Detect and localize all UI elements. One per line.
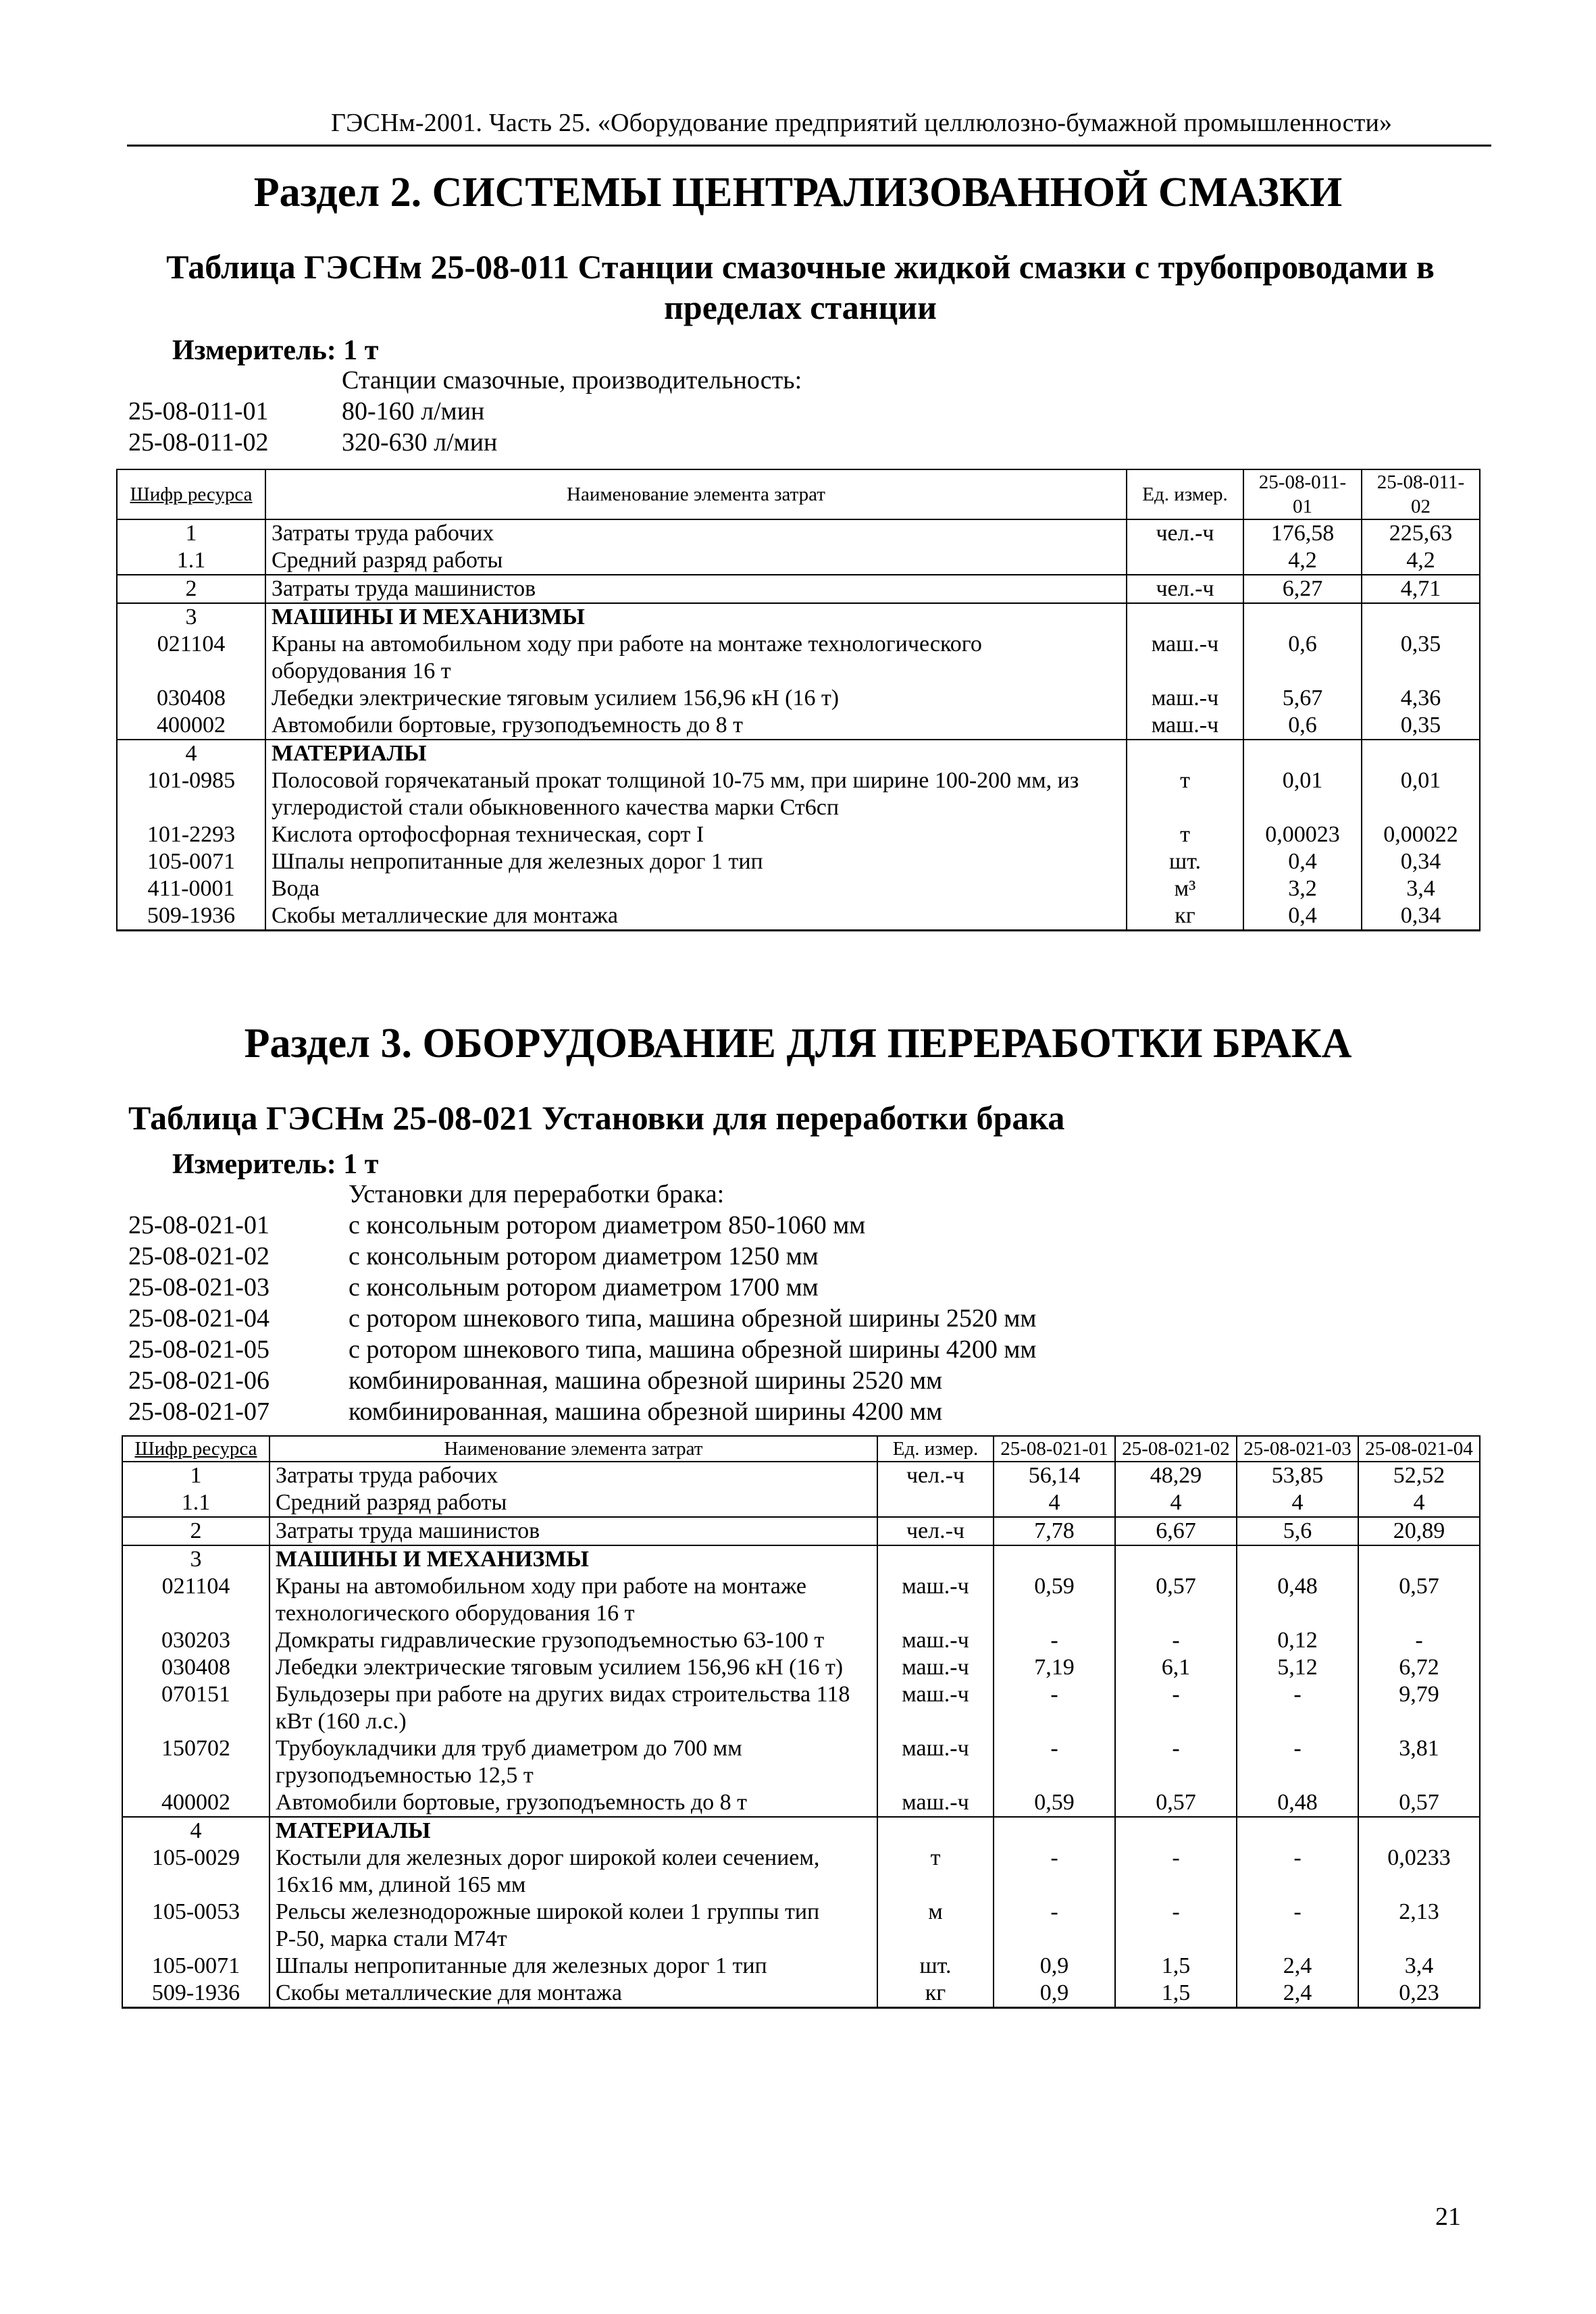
value-cell-1: 4 xyxy=(994,1489,1115,1517)
header-rule xyxy=(127,145,1491,147)
unit-cell xyxy=(877,1489,994,1517)
meter-label: Измеритель: 1 т xyxy=(172,1149,379,1180)
code-cell: 1.1 xyxy=(117,547,265,575)
name-cell: Трубоукладчики для труб диаметром до 700 мм грузоподъемностью 12,5 т xyxy=(269,1735,877,1789)
table-row xyxy=(122,1980,1480,2008)
unit-cell: м xyxy=(877,1899,994,1953)
value-cell-3 xyxy=(1237,1545,1358,1573)
value-cell-1: - xyxy=(994,1735,1115,1789)
unit-cell: т xyxy=(1127,767,1243,821)
list-item: 25-08-021-01 с консольным ротором диаметром 850-1060 мм xyxy=(128,1211,866,1239)
value-cell-4: 3,4 xyxy=(1358,1953,1480,1980)
name-cell: Рельсы железнодорожные широкой колеи 1 группы тип Р-50, марка стали М74т xyxy=(269,1899,877,1953)
value-cell-2: 0,57 xyxy=(1115,1573,1237,1627)
value-cell-1: 0,6 xyxy=(1243,712,1362,740)
value-cell-1: - xyxy=(994,1899,1115,1953)
unit-cell: кг xyxy=(877,1980,994,2008)
unit-cell xyxy=(877,1545,994,1573)
unit-cell xyxy=(877,1817,994,1845)
value-cell-2: - xyxy=(1115,1681,1237,1735)
code-cell: 105-0071 xyxy=(122,1953,269,1980)
intro-text: Установки для переработки брака: xyxy=(349,1180,725,1208)
value-cell-4: 0,23 xyxy=(1358,1980,1480,2008)
table-row xyxy=(122,1545,1480,1573)
col-header-c4: 25-08-021-04 xyxy=(1358,1436,1480,1462)
value-cell-4 xyxy=(1358,1545,1480,1573)
section3-items xyxy=(128,1179,1036,1427)
unit-cell: маш.-ч xyxy=(1127,631,1243,685)
name-cell: Затраты труда машинистов xyxy=(265,575,1127,603)
value-cell-1 xyxy=(994,1817,1115,1845)
name-cell: Автомобили бортовые, грузоподъемность до 8 т xyxy=(269,1789,877,1817)
code-cell: 400002 xyxy=(117,712,265,740)
section2-items xyxy=(128,365,802,458)
section-2-title: Раздел 2. СИСТЕМЫ ЦЕНТРАЛИЗОВАННОЙ СМАЗКИ xyxy=(253,170,1343,215)
code-cell: 101-0985 xyxy=(117,767,265,821)
value-cell-2: 0,34 xyxy=(1362,902,1480,931)
name-cell: Полосовой горячекатаный прокат толщиной 10-75 мм, при ширине 100-200 мм, из углеродистой стали обыкновенного качества марки Ст6сп xyxy=(265,767,1127,821)
code-cell: 509-1936 xyxy=(117,902,265,931)
unit-cell: маш.-ч xyxy=(877,1735,994,1789)
name-cell: МАШИНЫ И МЕХАНИЗМЫ xyxy=(265,603,1127,631)
value-cell-4: 20,89 xyxy=(1358,1517,1480,1545)
code-cell: 2 xyxy=(117,575,265,603)
table-row xyxy=(117,575,1480,603)
table-25-08-011-title xyxy=(128,247,1472,328)
value-cell-1: 4,2 xyxy=(1243,547,1362,575)
table-row xyxy=(117,848,1480,875)
value-cell-3: - xyxy=(1237,1681,1358,1735)
list-item: 25-08-021-04 с ротором шнекового типа, машина обрезной ширины 2520 мм xyxy=(128,1304,1037,1333)
code-cell: 2 xyxy=(122,1517,269,1545)
name-cell: Костыли для железных дорог широкой колеи сечением, 16х16 мм, длиной 165 мм xyxy=(269,1845,877,1899)
code-cell: 4 xyxy=(117,740,265,767)
value-cell-1: 0,4 xyxy=(1243,848,1362,875)
value-cell-2: 4,36 xyxy=(1362,685,1480,712)
value-cell-3: 0,48 xyxy=(1237,1789,1358,1817)
name-cell: Затраты труда машинистов xyxy=(269,1517,877,1545)
value-cell-2 xyxy=(1115,1817,1237,1845)
value-cell-2: 6,67 xyxy=(1115,1517,1237,1545)
value-cell-2: - xyxy=(1115,1735,1237,1789)
code-cell: 105-0071 xyxy=(117,848,265,875)
value-cell-1: 0,59 xyxy=(994,1573,1115,1627)
name-cell: Скобы металлические для монтажа xyxy=(269,1980,877,2008)
table-row xyxy=(122,1953,1480,1980)
value-cell-1: 0,00023 xyxy=(1243,821,1362,848)
value-cell-1: 0,01 xyxy=(1243,767,1362,821)
name-cell: Лебедки электрические тяговым усилием 156,96 кН (16 т) xyxy=(265,685,1127,712)
name-cell: Шпалы непропитанные для железных дорог 1 тип xyxy=(269,1953,877,1980)
unit-cell xyxy=(1127,603,1243,631)
col-header-unit: Ед. измер. xyxy=(1127,469,1243,519)
table-row xyxy=(122,1462,1480,1489)
table-row xyxy=(122,1489,1480,1517)
value-cell-2: 1,5 xyxy=(1115,1980,1237,2008)
value-cell-2: 6,1 xyxy=(1115,1654,1237,1681)
code-cell: 021104 xyxy=(117,631,265,685)
code-cell: 101-2293 xyxy=(117,821,265,848)
table-row xyxy=(117,875,1480,902)
code-cell: 1.1 xyxy=(122,1489,269,1517)
value-cell-4: 4 xyxy=(1358,1489,1480,1517)
unit-cell: чел.-ч xyxy=(877,1517,994,1545)
name-cell: Скобы металлические для монтажа xyxy=(265,902,1127,931)
value-cell-1: 7,19 xyxy=(994,1654,1115,1681)
value-cell-2: 0,00022 xyxy=(1362,821,1480,848)
list-item: 25-08-021-05 с ротором шнекового типа, машина обрезной ширины 4200 мм xyxy=(128,1335,1037,1364)
value-cell-1: - xyxy=(994,1845,1115,1899)
code-cell: 030203 xyxy=(122,1627,269,1654)
unit-cell: маш.-ч xyxy=(1127,712,1243,740)
unit-cell: шт. xyxy=(1127,848,1243,875)
table-row xyxy=(117,603,1480,631)
value-cell-1: 3,2 xyxy=(1243,875,1362,902)
value-cell-1 xyxy=(1243,603,1362,631)
value-cell-3 xyxy=(1237,1817,1358,1845)
value-cell-2: 0,01 xyxy=(1362,767,1480,821)
unit-cell: м³ xyxy=(1127,875,1243,902)
value-cell-1: - xyxy=(994,1681,1115,1735)
name-cell: МАТЕРИАЛЫ xyxy=(265,740,1127,767)
code-cell: 411-0001 xyxy=(117,875,265,902)
table-25-08-021-title: Таблица ГЭСНм 25-08-021 Установки для переработки брака xyxy=(128,1099,1065,1137)
unit-cell: маш.-ч xyxy=(877,1681,994,1735)
list-item: 25-08-021-03 с консольным ротором диаметром 1700 мм xyxy=(128,1273,819,1302)
col-header-name: Наименование элемента затрат xyxy=(265,469,1127,519)
value-cell-3: 5,12 xyxy=(1237,1654,1358,1681)
value-cell-3: 5,6 xyxy=(1237,1517,1358,1545)
name-cell: Шпалы непропитанные для железных дорог 1 тип xyxy=(265,848,1127,875)
value-cell-4: 0,57 xyxy=(1358,1573,1480,1627)
table-title-line2: пределах станции xyxy=(664,288,937,326)
value-cell-1: 7,78 xyxy=(994,1517,1115,1545)
value-cell-2: 0,35 xyxy=(1362,712,1480,740)
list-item: 25-08-021-02 с консольным ротором диаметром 1250 мм xyxy=(128,1242,819,1270)
code-cell: 150702 xyxy=(122,1735,269,1789)
table-row xyxy=(117,547,1480,575)
table-row xyxy=(122,1681,1480,1735)
value-cell-2: 1,5 xyxy=(1115,1953,1237,1980)
code-cell: 105-0053 xyxy=(122,1899,269,1953)
unit-cell: чел.-ч xyxy=(877,1462,994,1489)
unit-cell xyxy=(1127,547,1243,575)
unit-cell: чел.-ч xyxy=(1127,575,1243,603)
value-cell-1: - xyxy=(994,1627,1115,1654)
value-cell-2: 0,57 xyxy=(1115,1789,1237,1817)
value-cell-1: 56,14 xyxy=(994,1462,1115,1489)
table-row xyxy=(122,1789,1480,1817)
unit-cell: маш.-ч xyxy=(877,1654,994,1681)
value-cell-2 xyxy=(1362,740,1480,767)
col-header-c2: 25-08-011-02 xyxy=(1362,469,1480,519)
code-cell: 4 xyxy=(122,1817,269,1845)
section-3-title: Раздел 3. ОБОРУДОВАНИЕ ДЛЯ ПЕРЕРАБОТКИ БРАКА xyxy=(244,1021,1352,1066)
value-cell-2: - xyxy=(1115,1899,1237,1953)
value-cell-4: 52,52 xyxy=(1358,1462,1480,1489)
col-header-code: Шифр ресурса xyxy=(117,469,265,519)
value-cell-1: 0,4 xyxy=(1243,902,1362,931)
col-header-unit: Ед. измер. xyxy=(877,1436,994,1462)
table-title-line1: Таблица ГЭСНм 25-08-011 Станции смазочные жидкой смазки с трубопроводами в xyxy=(166,248,1435,286)
value-cell-1 xyxy=(1243,740,1362,767)
col-header-name: Наименование элемента затрат xyxy=(269,1436,877,1462)
list-item: 25-08-021-06 комбинированная, машина обрезной ширины 2520 мм xyxy=(128,1366,943,1395)
code-cell: 105-0029 xyxy=(122,1845,269,1899)
code-cell: 021104 xyxy=(122,1573,269,1627)
name-cell: Краны на автомобильном ходу при работе на монтаже технологического оборудования 16 т xyxy=(269,1573,877,1627)
value-cell-4: 0,0233 xyxy=(1358,1845,1480,1899)
name-cell: Домкраты гидравлические грузоподъемностью 63-100 т xyxy=(269,1627,877,1654)
value-cell-1: 176,58 xyxy=(1243,519,1362,547)
list-item: 25-08-021-07 комбинированная, машина обрезной ширины 4200 мм xyxy=(128,1397,943,1426)
table-row xyxy=(117,902,1480,931)
unit-cell: т xyxy=(877,1845,994,1899)
value-cell-4: 2,13 xyxy=(1358,1899,1480,1953)
table-row xyxy=(122,1627,1480,1654)
name-cell: Краны на автомобильном ходу при работе на монтаже технологического оборудования 16 т xyxy=(265,631,1127,685)
table-row xyxy=(117,821,1480,848)
table-row xyxy=(117,631,1480,685)
col-header-c3: 25-08-021-03 xyxy=(1237,1436,1358,1462)
value-cell-2: 4 xyxy=(1115,1489,1237,1517)
value-cell-1: 0,6 xyxy=(1243,631,1362,685)
table-row xyxy=(122,1573,1480,1627)
name-cell: Затраты труда рабочих xyxy=(269,1462,877,1489)
col-header-c1: 25-08-021-01 xyxy=(994,1436,1115,1462)
code-cell: 509-1936 xyxy=(122,1980,269,2008)
col-header-c1: 25-08-011-01 xyxy=(1243,469,1362,519)
value-cell-3: - xyxy=(1237,1735,1358,1789)
value-cell-2: - xyxy=(1115,1845,1237,1899)
col-header-c2: 25-08-021-02 xyxy=(1115,1436,1237,1462)
code-cell: 070151 xyxy=(122,1681,269,1735)
list-item: 25-08-011-02 320-630 л/мин xyxy=(128,428,498,457)
name-cell: Средний разряд работы xyxy=(265,547,1127,575)
value-cell-2: 3,4 xyxy=(1362,875,1480,902)
value-cell-1: 0,9 xyxy=(994,1980,1115,2008)
value-cell-2: 0,34 xyxy=(1362,848,1480,875)
value-cell-3: 0,48 xyxy=(1237,1573,1358,1627)
value-cell-1: 0,9 xyxy=(994,1953,1115,1980)
table-row xyxy=(122,1517,1480,1545)
value-cell-3: 53,85 xyxy=(1237,1462,1358,1489)
name-cell: Затраты труда рабочих xyxy=(265,519,1127,547)
value-cell-1: 6,27 xyxy=(1243,575,1362,603)
unit-cell: маш.-ч xyxy=(877,1789,994,1817)
code-cell: 1 xyxy=(117,519,265,547)
value-cell-1: 5,67 xyxy=(1243,685,1362,712)
name-cell: Автомобили бортовые, грузоподъемность до 8 т xyxy=(265,712,1127,740)
value-cell-3: 2,4 xyxy=(1237,1953,1358,1980)
table-row xyxy=(122,1817,1480,1845)
code-cell: 1 xyxy=(122,1462,269,1489)
table-row xyxy=(122,1654,1480,1681)
name-cell: Средний разряд работы xyxy=(269,1489,877,1517)
running-header: ГЭСНм-2001. Часть 25. «Оборудование предприятий целлюлозно-бумажной промышленности» xyxy=(331,109,1393,137)
unit-cell: кг xyxy=(1127,902,1243,931)
value-cell-2: 0,35 xyxy=(1362,631,1480,685)
code-cell: 3 xyxy=(117,603,265,631)
unit-cell xyxy=(1127,740,1243,767)
table-row xyxy=(117,519,1480,547)
name-cell: Вода xyxy=(265,875,1127,902)
list-item: 25-08-011-01 80-160 л/мин xyxy=(128,397,485,426)
value-cell-2 xyxy=(1115,1545,1237,1573)
unit-cell: т xyxy=(1127,821,1243,848)
unit-cell: маш.-ч xyxy=(1127,685,1243,712)
table-row xyxy=(117,767,1480,821)
table-row xyxy=(122,1845,1480,1899)
value-cell-2: 225,63 xyxy=(1362,519,1480,547)
intro-text: Станции смазочные, производительность: xyxy=(342,366,802,394)
value-cell-1: 0,59 xyxy=(994,1789,1115,1817)
table-25-08-021 xyxy=(122,1435,1481,2009)
name-cell: Лебедки электрические тяговым усилием 156,96 кН (16 т) xyxy=(269,1654,877,1681)
value-cell-4 xyxy=(1358,1817,1480,1845)
name-cell: Кислота ортофосфорная техническая, сорт I xyxy=(265,821,1127,848)
name-cell: Бульдозеры при работе на других видах строительства 118 кВт (160 л.с.) xyxy=(269,1681,877,1735)
table-row xyxy=(122,1735,1480,1789)
value-cell-2: 4,2 xyxy=(1362,547,1480,575)
col-header-code: Шифр ресурса xyxy=(122,1436,269,1462)
value-cell-2: - xyxy=(1115,1627,1237,1654)
table-row xyxy=(122,1899,1480,1953)
value-cell-3: - xyxy=(1237,1899,1358,1953)
value-cell-3: 4 xyxy=(1237,1489,1358,1517)
unit-cell: маш.-ч xyxy=(877,1573,994,1627)
table-row xyxy=(117,740,1480,767)
value-cell-4: - xyxy=(1358,1627,1480,1654)
code-cell: 400002 xyxy=(122,1789,269,1817)
unit-cell: шт. xyxy=(877,1953,994,1980)
table-25-08-011 xyxy=(116,469,1481,931)
page-number: 21 xyxy=(1435,2203,1461,2231)
code-cell: 3 xyxy=(122,1545,269,1573)
code-cell: 030408 xyxy=(117,685,265,712)
value-cell-2 xyxy=(1362,603,1480,631)
value-cell-2: 48,29 xyxy=(1115,1462,1237,1489)
value-cell-3: 2,4 xyxy=(1237,1980,1358,2008)
code-cell: 030408 xyxy=(122,1654,269,1681)
table-row xyxy=(117,712,1480,740)
name-cell: МАШИНЫ И МЕХАНИЗМЫ xyxy=(269,1545,877,1573)
value-cell-1 xyxy=(994,1545,1115,1573)
value-cell-4: 6,72 xyxy=(1358,1654,1480,1681)
value-cell-3: 0,12 xyxy=(1237,1627,1358,1654)
table-row xyxy=(117,685,1480,712)
unit-cell: маш.-ч xyxy=(877,1627,994,1654)
value-cell-4: 9,79 xyxy=(1358,1681,1480,1735)
meter-label: Измеритель: 1 т xyxy=(172,335,379,366)
unit-cell: чел.-ч xyxy=(1127,519,1243,547)
value-cell-2: 4,71 xyxy=(1362,575,1480,603)
name-cell: МАТЕРИАЛЫ xyxy=(269,1817,877,1845)
value-cell-4: 3,81 xyxy=(1358,1735,1480,1789)
value-cell-4: 0,57 xyxy=(1358,1789,1480,1817)
value-cell-3: - xyxy=(1237,1845,1358,1899)
